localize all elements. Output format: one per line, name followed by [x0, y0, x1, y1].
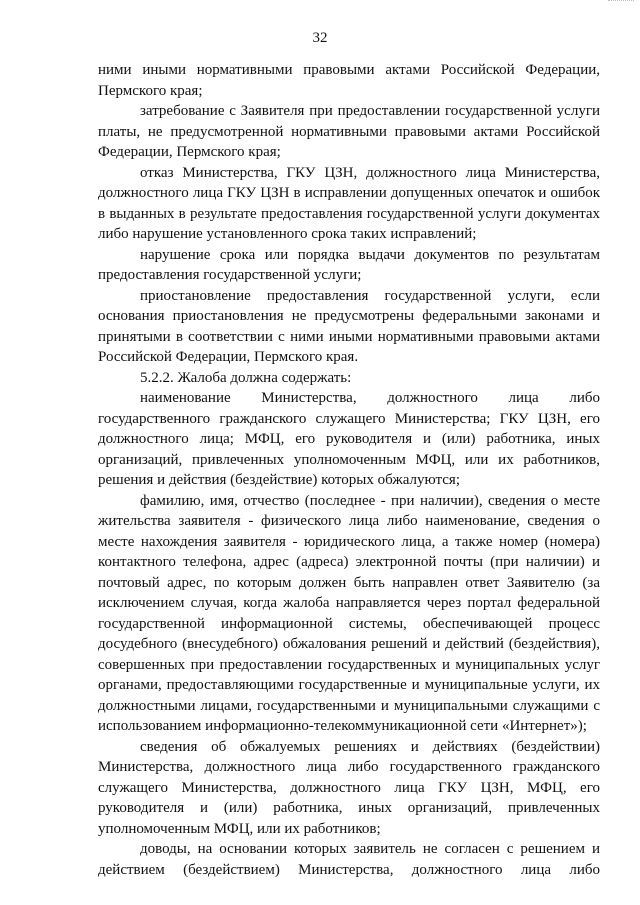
paragraph-arguments: доводы, на основании которых заявитель не согласен с решением и действием (бездействием) Министерства, должностного лица либо: [98, 841, 600, 878]
paragraph-suspension: приостановление предоставления государственной услуги, если основания приостановления не предусмотрены федеральными законами и принятыми в соответствии с ними иными нормативными правовыми актами Российской Федерации, Пермского края.: [98, 287, 600, 365]
section-heading-5-2-2: 5.2.2. Жалоба должна содержать:: [140, 369, 352, 386]
paragraph-fee-demand: затребование с Заявителя при предоставлении государственной услуги платы, не предусмотренной нормативными правовыми актами Российской Федерации, Пермского края;: [98, 103, 600, 160]
paragraph-appealed-decisions: сведения об обжалуемых решениях и действиях (бездействии) Министерства, должностного лица либо государственного гражданского служащего Министерства, должностного лица ГКУ ЦЗН, МФЦ, его руководителя и (или) работника, иных организаций, привлеченных уполномоченным МФЦ, или их работников;: [98, 738, 600, 837]
page-number: 32: [312, 30, 328, 46]
scan-edge-mark: [608, 0, 634, 5]
paragraph-issuance-violation: нарушение срока или порядка выдачи документов по результатам предоставления государственной услуги;: [98, 246, 600, 283]
paragraph-applicant-details: фамилию, имя, отчество (последнее - при наличии), сведения о месте жительства заявителя - физического лица либо наименование, сведения о месте нахождения заявителя - юридического лица, а также номер (номера) контактного телефона, адрес (адреса) электронной почты (при наличии) и почтовый адрес, по которым должен быть направлен ответ Заявителю (за исключением случая, когда жалоба направляется через портал федеральной государственной информационной системы, обеспечивающей процесс досудебного (внесудебного) обжалования решений и действий (бездействия), совершенных при предоставлении государственных и муниципальных услуг органами, предоставляющими государственные и муниципальные услуги, их должностными лицами, государственными и муниципальными служащими с использованием информационно-телекоммуникационной сети «Интернет»);: [98, 492, 600, 734]
paragraph-continuation: ними иными нормативными правовыми актами Российской Федерации, Пермского края;: [98, 62, 600, 99]
paragraph-correction-refusal: отказ Министерства, ГКУ ЦЗН, должностного лица Министерства, должностного лица ГКУ ЦЗН в исправлении допущенных опечаток и ошибок в выданных в результате предоставления государственной услуги документах либо нарушение установленного срока таких исправлений;: [98, 164, 600, 242]
document-body: [98, 60, 600, 880]
paragraph-name-of-body: наименование Министерства, должностного лица либо государственного гражданского служащего Министерства; ГКУ ЦЗН, его должностного лица; МФЦ, его руководителя и (или) работника, иных организаций, привлеченных уполномоченным МФЦ, или их работников, решения и действия (бездействие) которых обжалуются;: [98, 390, 600, 488]
